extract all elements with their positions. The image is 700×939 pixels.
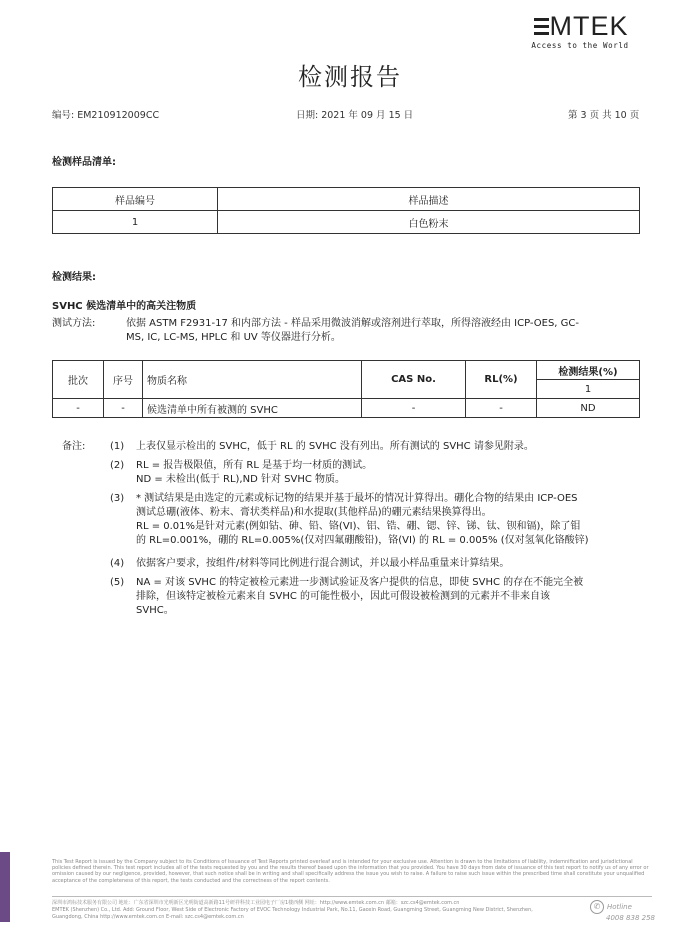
table-header-cell: 批次: [53, 361, 104, 399]
note-number: (2): [110, 460, 125, 471]
hotline: ✆ Hotline 4008 838 258: [590, 900, 660, 922]
table-row: [53, 211, 640, 234]
note-text: 依据客户要求，按组件/材料等同比例进行混合测试，并以最小样品重量来计算结果。: [136, 558, 510, 569]
note-number: (5): [110, 577, 125, 588]
note-text: NA = 对该 SVHC 的特定被检元素进一步测试验证及客户提供的信息，即使 SVHC 的存在不能完全被 排除，但该特定被检元素来自 SVHC 的可能性极小，因此可假设被检测到的元素并不非来自该 SVHC。: [136, 577, 584, 616]
footer-address: 深圳市鸿标技术服务有限公司 地址：广东省深圳市光明新区光明街道高新路11号研祥科技工业园电子厂房1楼西侧 网址：http://www.emtek.com.cn 邮箱：szc.cs4@emtek.com.cn EMTEK (Shenzhen) Co., Ltd. Add: Ground Floor, West Side of Electronic Factory of EVOC Technology Industrial Park, No.11, Gaoxin Road, Guangming Street, Guangming New District, Shenzhen, Guangdong, China http://www.emtek.com.cn E-mail: szc.cs4@emtek.com.cn: [52, 900, 533, 920]
note-number: (1): [110, 441, 125, 452]
footer-divider: [52, 896, 652, 897]
table-header-cell: 物质名称: [143, 361, 362, 399]
svhc-label: SVHC 候选清单中的高关注物质: [52, 301, 197, 312]
table-subheader-cell: 1: [537, 380, 640, 399]
note-text: RL = 报告极限值，所有 RL 是基于均一材质的测试。 ND = 未检出(低于 RL),ND 针对 SVHC 物质。: [136, 460, 373, 485]
table-cell: -: [362, 399, 466, 418]
report-date: 日期: 2021 年 09 月 15 日: [296, 110, 414, 121]
emtek-logo: [510, 12, 650, 50]
table-header-row: [53, 361, 640, 380]
table-header-cell: CAS No.: [362, 361, 466, 399]
side-accent-bar: [0, 852, 10, 922]
table-row: [53, 399, 640, 418]
note-text: * 测试结果是由选定的元素或标记物的结果并基于最坏的情况计算得出。硼化合物的结果由 ICP-OES 测试总硼(液体、粉末、膏状类样品)和水提取(其他样品)的硼元素结果换算得出。 RL = 0.01%是针对元素(例如钴、砷、铅、铬(VI)、铝、锆、硼、锶、锌、锑、钛、钡和镉)，除了钼 的 RL=0.001%，硼的 RL=0.005%(仅对四氟硼酸铅)，铬(VI) 的 RL = 0.005% (仅对氢氧化铬酸锌): [136, 493, 589, 546]
table-header-cell: RL(%): [466, 361, 537, 399]
table-cell: 1: [53, 211, 218, 234]
note-text: 上表仅显示检出的 SVHC，低于 RL 的 SVHC 没有列出。所有测试的 SVHC 请参见附录。: [136, 441, 534, 452]
page-title: 检测报告: [298, 63, 402, 91]
note-number: (4): [110, 558, 125, 569]
table-header-cell: 检测结果(%): [537, 361, 640, 380]
method-label: 测试方法:: [52, 318, 96, 329]
sample-list-label: 检测样品清单:: [52, 157, 116, 168]
sample-list-table: [52, 187, 640, 234]
table-cell: -: [104, 399, 143, 418]
table-cell: 候选清单中所有被测的 SVHC: [143, 399, 362, 418]
results-table: [52, 360, 640, 418]
table-cell: ND: [537, 399, 640, 418]
logo-tagline: Access to the World: [531, 41, 629, 50]
table-cell: -: [466, 399, 537, 418]
page-number: 第 3 页 共 10 页: [568, 110, 640, 121]
phone-icon: ✆: [590, 900, 604, 914]
table-header-row: [53, 188, 640, 211]
logo-e-mark-icon: [531, 16, 549, 36]
table-header-cell: 序号: [104, 361, 143, 399]
table-cell: 白色粉末: [218, 211, 640, 234]
table-header-cell: 样品编号: [53, 188, 218, 211]
results-label: 检测结果:: [52, 272, 96, 283]
notes-label: 备注:: [62, 441, 86, 452]
logo-wordmark: MTEK: [510, 12, 650, 40]
report-number: 编号: EM210912009CC: [52, 110, 160, 121]
disclaimer-text: This Test Report is issued by the Company subject to its Conditions of Issuance of Test Reports printed overleaf and is intended for your exclusive use. Attention is drawn to the limitations of liability, indemnification and jurisdictional policies defined therein. This test report includes all of the tests requested by you and the results thereof based upon the information that you provided. You have 30 days from date of issuance of this test report to notify us of any error or omission caused by our negligence, provided, however, that such notice shall be in writing and shall specifically address the issue you wish to raise. A failure to raise such issue within the prescribed time shall constitute your unqualified acceptance of the completeness of this report, the tests conducted and the correctness of the report contents.: [52, 859, 649, 884]
table-cell: -: [53, 399, 104, 418]
method-line-1: 依据 ASTM F2931-17 和内部方法 - 样品采用微波消解或溶剂进行萃取，所得溶液经由 ICP-OES, GC-: [126, 318, 580, 329]
note-number: (3): [110, 493, 125, 504]
method-line-2: MS, IC, LC-MS, HPLC 和 UV 等仪器进行分析。: [126, 332, 341, 343]
table-header-cell: 样品描述: [218, 188, 640, 211]
